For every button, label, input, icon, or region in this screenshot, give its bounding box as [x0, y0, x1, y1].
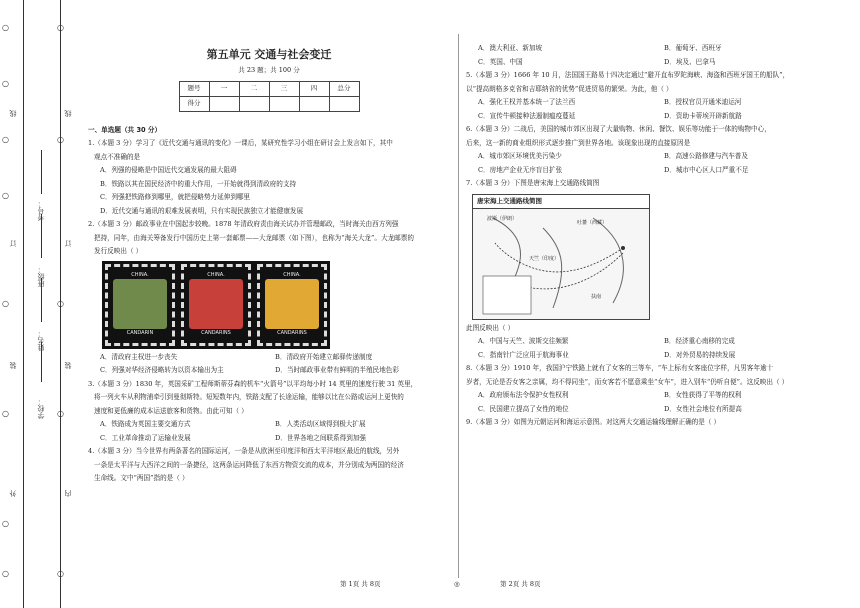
q7-option-c[interactable]: C．指南针广泛应用于航海事业	[478, 350, 569, 359]
q7-options-row	[466, 335, 850, 349]
question-2-line: 把持，同年，由海关筹备发行中国历史上第一套邮票——大龙邮票（如下图），也称为“海关大龙”。大龙邮票的	[94, 233, 414, 242]
binding-circle: ○	[2, 519, 9, 528]
stamp-bottom-text: CANDARIN	[126, 330, 154, 336]
dragon-stamp-yellow	[257, 264, 327, 346]
q7-option-a[interactable]: A．中国与天竺、波斯交往频繁	[478, 337, 569, 345]
q7-options-row	[466, 349, 850, 363]
dragon-stamps-image	[102, 261, 330, 349]
score-header-cell: 四	[299, 81, 329, 96]
page-number-right: 第 2页 共 8页	[500, 580, 541, 588]
binding-circle: ○	[57, 135, 64, 144]
q8-options-row	[466, 403, 850, 417]
score-header-cell: 总分	[329, 81, 359, 96]
q4-option-c[interactable]: C．英国、中国	[478, 57, 523, 66]
binding-circle: ○	[2, 299, 9, 308]
question-4-line: 4.（本题 3 分）当今世界有两条著名的国际运河，一条是从欧洲至印度洋和西太平洋地区最近的航线，另外	[88, 447, 400, 455]
q2-option-c[interactable]: C．列强对华经济侵略转为以资本输出为主	[100, 366, 224, 374]
score-input-cell[interactable]	[239, 96, 269, 111]
q8-option-c[interactable]: C．民国建立提高了女性的地位	[478, 404, 569, 413]
page-separator-icon: ◎	[454, 580, 460, 588]
question-6-line: 6.（本题 3 分）二战后，美国的城市郊区出现了大量购物、休闲、餐饮、娱乐等功能于一体的购物中心，	[466, 125, 771, 133]
map-label: 扶南	[591, 293, 602, 300]
school-field-label: 学校：	[37, 398, 45, 419]
stamp-top-text: CHINA.	[131, 271, 149, 278]
score-table	[179, 81, 360, 112]
page-number-left: 第 1页 共 8页	[340, 580, 381, 588]
score-header-cell: 三	[269, 81, 299, 96]
question-7-line: 7.（本题 3 分）下图是唐宋海上交通路线简图	[466, 179, 600, 187]
q4-option-b[interactable]: B．葡萄牙、西班牙	[664, 44, 722, 52]
question-3-line: 3.（本题 3 分）1830 年，英国采矿工程师斯蒂芬森的机车“火箭号”以平均每小时 14 英里的速度行驶 31 英里，	[88, 379, 418, 388]
map-label: 天竺（印度）	[529, 255, 560, 262]
binding-circle: ○	[2, 23, 9, 32]
name-field-line[interactable]	[41, 278, 42, 322]
stamp-top-text: CHINA.	[207, 271, 225, 278]
right-column	[466, 42, 850, 430]
q1-option-a[interactable]: A．列强的侵略是中国近代交通发展的最大阻碍	[100, 166, 237, 174]
tang-song-sea-route-map	[472, 194, 650, 320]
q6-options-row	[466, 164, 850, 178]
binding-circle: ○	[57, 569, 64, 578]
q8-option-b[interactable]: B．女性获得了平等的权利	[664, 391, 742, 399]
score-header-cell: 一	[209, 81, 239, 96]
q3-option-d[interactable]: D．世界各地之间联系得到加强	[275, 433, 367, 442]
question-1-line: 观点不准确的是	[94, 152, 141, 161]
score-header-cell: 二	[239, 81, 269, 96]
q8-option-a[interactable]: A．政府颁布法令保护女性权利	[478, 391, 569, 399]
stamp-bottom-text: CANDARINS	[277, 330, 307, 336]
question-9-line: 9.（本题 3 分）如图为元朝运河和海运示意图。对这两大交通运输线理解正确的是（ ）	[466, 418, 721, 426]
inner-token-ding: 订	[64, 240, 72, 247]
q4-option-a[interactable]: A．澳大利亚、新加坡	[478, 44, 543, 52]
q2-options-row	[88, 364, 450, 378]
score-header-cell: 题号	[179, 81, 209, 96]
q1-option-c[interactable]: C．列强把铁路修到哪里，就把侵略势力延伸到哪里	[100, 193, 251, 201]
stamp-bottom-text: CANDARINS	[201, 330, 231, 336]
q4-options-row	[466, 56, 850, 70]
name-field-label: 姓名：	[37, 330, 45, 351]
q6-option-a[interactable]: A．城市郊区环境优美污染少	[478, 152, 562, 160]
class-field-line[interactable]	[41, 214, 42, 258]
dragon-stamp-green	[105, 264, 175, 346]
q2-option-b[interactable]: B．清政府开始建立邮驿传递制度	[275, 352, 373, 361]
q4-option-d[interactable]: D．埃及、巴拿马	[664, 57, 716, 66]
q8-option-d[interactable]: D．女性社会地位有所提高	[664, 404, 742, 413]
outer-token-ding: 订	[9, 240, 17, 247]
q5-options-row	[466, 96, 850, 110]
q6-option-b[interactable]: B．高速公路修建与汽车普及	[664, 152, 748, 160]
outer-token-wai: 外	[9, 490, 17, 497]
stamp-dragon-icon	[113, 279, 167, 329]
question-3-line: 将一列火车从利物浦牵引到曼彻斯特。短短数年内，铁路支配了长途运输，能够以比在公路或运河上更快的	[94, 393, 404, 401]
q7-option-d[interactable]: D．对外贸易的持续发展	[664, 350, 736, 359]
score-input-cell[interactable]	[299, 96, 329, 111]
binding-circle: ○	[2, 191, 9, 200]
binding-circle: ○	[57, 409, 64, 418]
map-label: 波斯（伊朗）	[487, 215, 518, 222]
stamp-top-text: CHINA.	[283, 271, 301, 278]
question-6-line: 后来，这一新的商业组织形式逐步推广到世界各地。该现象出现的直接原因是	[466, 138, 691, 147]
outer-token-zhuang: 装	[9, 362, 17, 369]
q3-option-c[interactable]: C．工业革命推动了运输业发展	[100, 433, 191, 442]
page-subtitle: 共 23 题；共 100 分	[238, 66, 300, 74]
stamp-dragon-icon	[265, 279, 319, 329]
outer-binding-line	[23, 0, 24, 608]
page-title: 第五单元 交通与社会变迁	[206, 48, 332, 61]
q2-options-row	[88, 351, 450, 365]
question-7-tail: 此图反映出（ ）	[466, 323, 515, 332]
question-4-line: 生命线。文中“两国”指的是（ ）	[94, 474, 189, 482]
q5-option-d[interactable]: D．资助卡蒂埃开辟新航路	[664, 111, 742, 120]
q8-options-row	[466, 389, 850, 403]
inner-token-nei: 内	[64, 490, 72, 497]
exam-number-field-label: 考号：	[37, 200, 45, 221]
dragon-stamp-red	[181, 264, 251, 346]
score-row-label: 得分	[179, 96, 209, 111]
question-2-line: 发行反映出（ ）	[94, 247, 143, 255]
question-8-line: 8.（本题 3 分）1910 年，我国沪宁铁路上就有了女客的三等车，“车上标有女客座位字样，凡男客年逾十	[466, 364, 774, 372]
score-input-cell[interactable]	[269, 96, 299, 111]
q2-option-a[interactable]: A．清政府主权进一步丧失	[100, 352, 178, 361]
column-divider	[458, 34, 459, 578]
question-2-line: 2.（本题 3 分）邮政事业在中国起步较晚。1878 年清政府责由海关试办并管理邮政，当时海关由西方列强	[88, 220, 399, 228]
q5-option-a[interactable]: A．强化王权并基本统一了法兰西	[478, 98, 576, 106]
score-input-cell[interactable]	[329, 96, 359, 111]
question-5-line: 5.（本题 3 分）1666 年 10 月，法国国王路易十四决定通过“避开直布罗陀海峡、海盗和西班牙国王的船队”，	[466, 71, 790, 79]
stamp-dragon-icon	[189, 279, 243, 329]
binding-circle: ○	[2, 135, 9, 144]
score-input-cell[interactable]	[209, 96, 239, 111]
inner-token-line: 线	[64, 110, 72, 117]
q5-options-row	[466, 110, 850, 124]
binding-circle: ○	[2, 569, 9, 578]
q6-options-row	[466, 150, 850, 164]
q1-option-d[interactable]: D．近代交通与通讯的艰难发展表明，只有实现民族独立才能健康发展	[100, 206, 304, 215]
section-heading: 一、单选题（共 30 分）	[88, 125, 162, 134]
map-title: 唐宋海上交通路线简图	[473, 195, 649, 209]
q6-option-c[interactable]: C．房地产企业无序盲目扩张	[478, 165, 563, 174]
binding-margin	[0, 0, 78, 608]
binding-circle: ○	[2, 409, 9, 418]
question-8-line: 岁者，无论是否女客之亲属，均不得同坐”，而女客若不愿意乘坐“女车”，进入别车“仍听自便”。这反映出（ ）	[466, 377, 789, 386]
q5-option-b[interactable]: B．授权官员开通米迪运河	[664, 98, 742, 106]
q2-option-d[interactable]: D．当时邮政事业带有鲜明的半殖民地色彩	[275, 366, 399, 374]
map-label: 吐蕃（西藏）	[577, 219, 608, 226]
binding-circle: ○	[57, 23, 64, 32]
left-column	[88, 0, 450, 486]
class-field-label: 班级：	[37, 266, 45, 287]
q5-option-c[interactable]: C．宣传牛顿接种法遏制瘟疫蔓延	[478, 111, 576, 120]
school-field-line[interactable]	[41, 342, 42, 382]
q3-option-a[interactable]: A．铁路成为英国主要交通方式	[100, 420, 191, 428]
outer-token-line: 线	[9, 110, 17, 117]
question-5-line: 以“提高朗格多克省和吉耶纳省的优势”促进贸易的繁荣。为此，他（ ）	[466, 84, 673, 93]
question-3-line: 速度和更低廉的成本运送旅客和货物。由此可知（ ）	[94, 406, 248, 415]
q6-option-d[interactable]: D．城市中心区人口严重不足	[664, 165, 749, 174]
q7-option-b[interactable]: B．经济重心南移的完成	[664, 337, 735, 345]
inner-token-zhuang: 装	[64, 362, 72, 369]
q1-option-b[interactable]: B．铁路以其在国民经济中的重大作用，一开始就得到清政府的支持	[100, 179, 297, 188]
q3-options-row	[88, 418, 450, 432]
exam-number-field-line[interactable]	[41, 150, 42, 194]
binding-circle: ○	[2, 79, 9, 88]
q4-options-row	[466, 42, 850, 56]
q3-option-b[interactable]: B．人类活动区域得到极大扩展	[275, 420, 366, 428]
q3-options-row	[88, 432, 450, 446]
binding-circle: ○	[57, 299, 64, 308]
question-4-line: 一条是太平洋与大西洋之间的一条捷径，这两条运河降低了东西方物资交流的成本，并分别成为两国的经济	[94, 460, 404, 469]
question-1-line: 1.（本题 3 分）学习了《近代交通与通讯的变化》一课后，某研究性学习小组在研讨会上发言如下，其中	[88, 139, 393, 147]
